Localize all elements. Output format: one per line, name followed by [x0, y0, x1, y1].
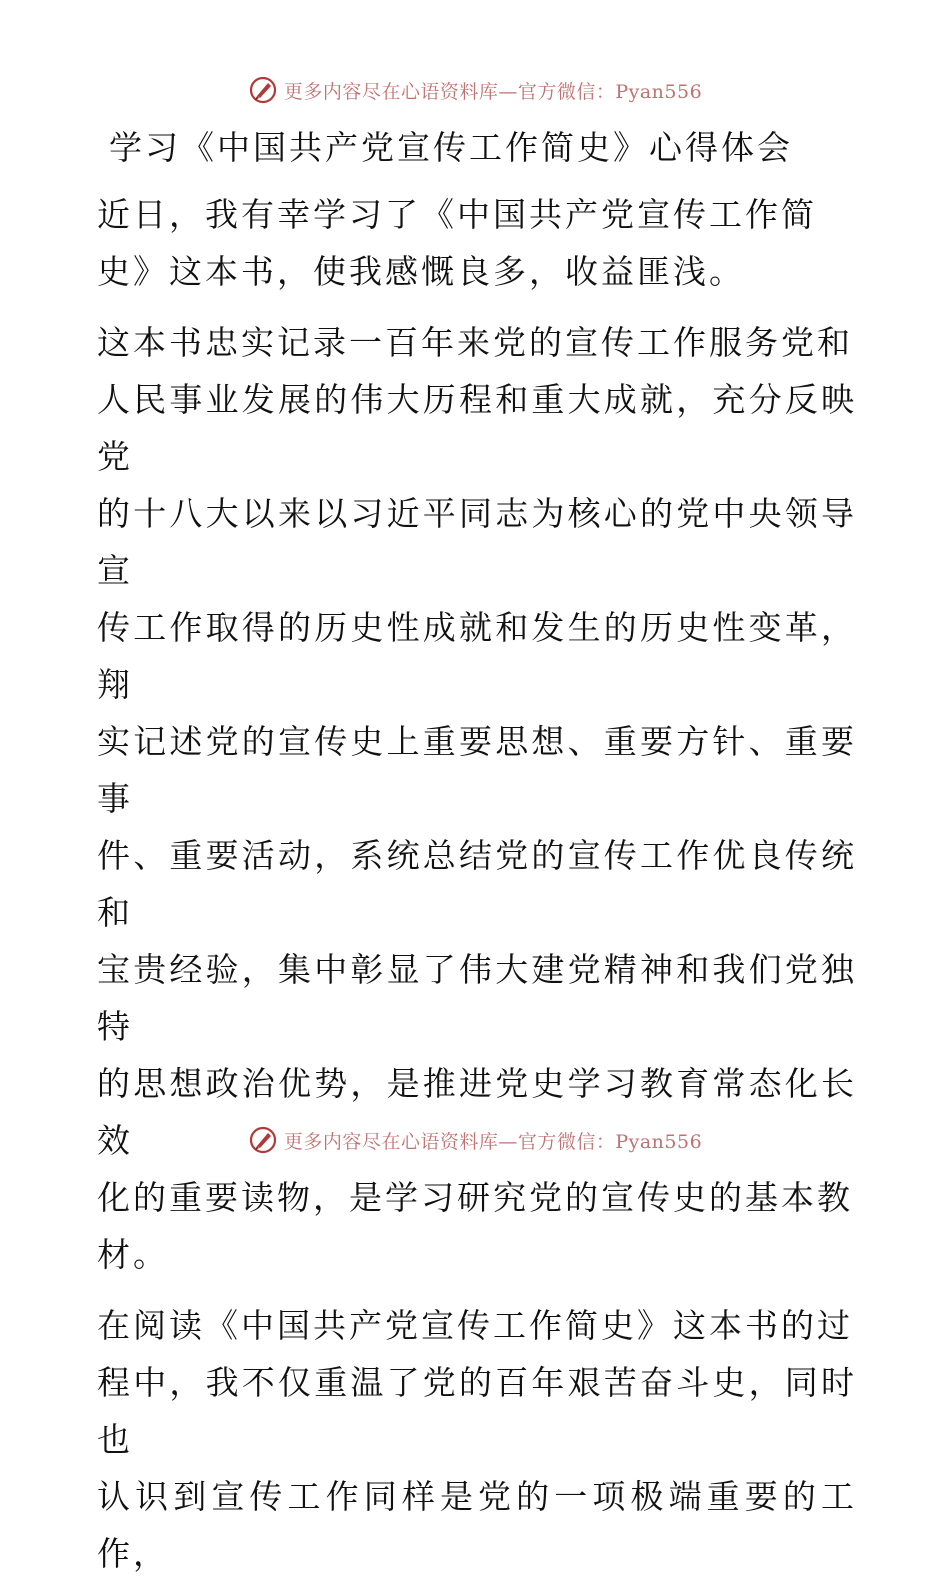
paragraph-line: 的十八大以来以习近平同志为核心的党中央领导宣 [97, 494, 857, 590]
paragraph-line: 件、重要活动，系统总结党的宣传工作优良传统和 [97, 836, 857, 932]
paragraph-line: 化的重要读物，是学习研究党的宣传史的基本教 [97, 1178, 853, 1217]
paragraph-line: 人民事业发展的伟大历程和重大成就，充分反映党 [97, 380, 857, 476]
paragraph-line: 的思想政治优势，是推进党史学习教育常态化长效 [97, 1064, 857, 1160]
paragraph-line: 程中，我不仅重温了党的百年艰苦奋斗史，同时也 [97, 1363, 857, 1459]
paragraph-3 [97, 1297, 857, 1582]
document-title: 学习《中国共产党宣传工作简史》心得体会 [109, 128, 793, 167]
paragraph-line: 认识到宣传工作同样是党的一项极端重要的工作， [97, 1477, 857, 1573]
paragraph-1 [97, 186, 857, 300]
watermark-text: 更多内容尽在心语资料库—官方微信：Pyan556 [283, 80, 703, 103]
paragraph-line: 传工作取得的历史性成就和发生的历史性变革，翔 [97, 608, 857, 704]
paragraph-line: 史》这本书，使我感慨良多，收益匪浅。 [97, 252, 745, 291]
header-watermark [0, 72, 950, 108]
watermark-text: 更多内容尽在心语资料库—官方微信：Pyan556 [283, 1130, 703, 1153]
paragraph-line: 在阅读《中国共产党宣传工作简史》这本书的过 [97, 1306, 853, 1345]
quill-pen-icon [248, 75, 278, 105]
footer-watermark [0, 1122, 950, 1158]
paragraph-line: 实记述党的宣传史上重要思想、重要方针、重要事 [97, 722, 857, 818]
document-body [97, 122, 857, 1596]
paragraph-line: 近日，我有幸学习了《中国共产党宣传工作简 [97, 195, 817, 234]
paragraph-line: 宝贵经验，集中彰显了伟大建党精神和我们党独特 [97, 950, 857, 1046]
paragraph-line: 这本书忠实记录一百年来党的宣传工作服务党和 [97, 323, 853, 362]
paragraph-line: 材。 [97, 1235, 169, 1274]
quill-pen-icon [248, 1125, 278, 1155]
